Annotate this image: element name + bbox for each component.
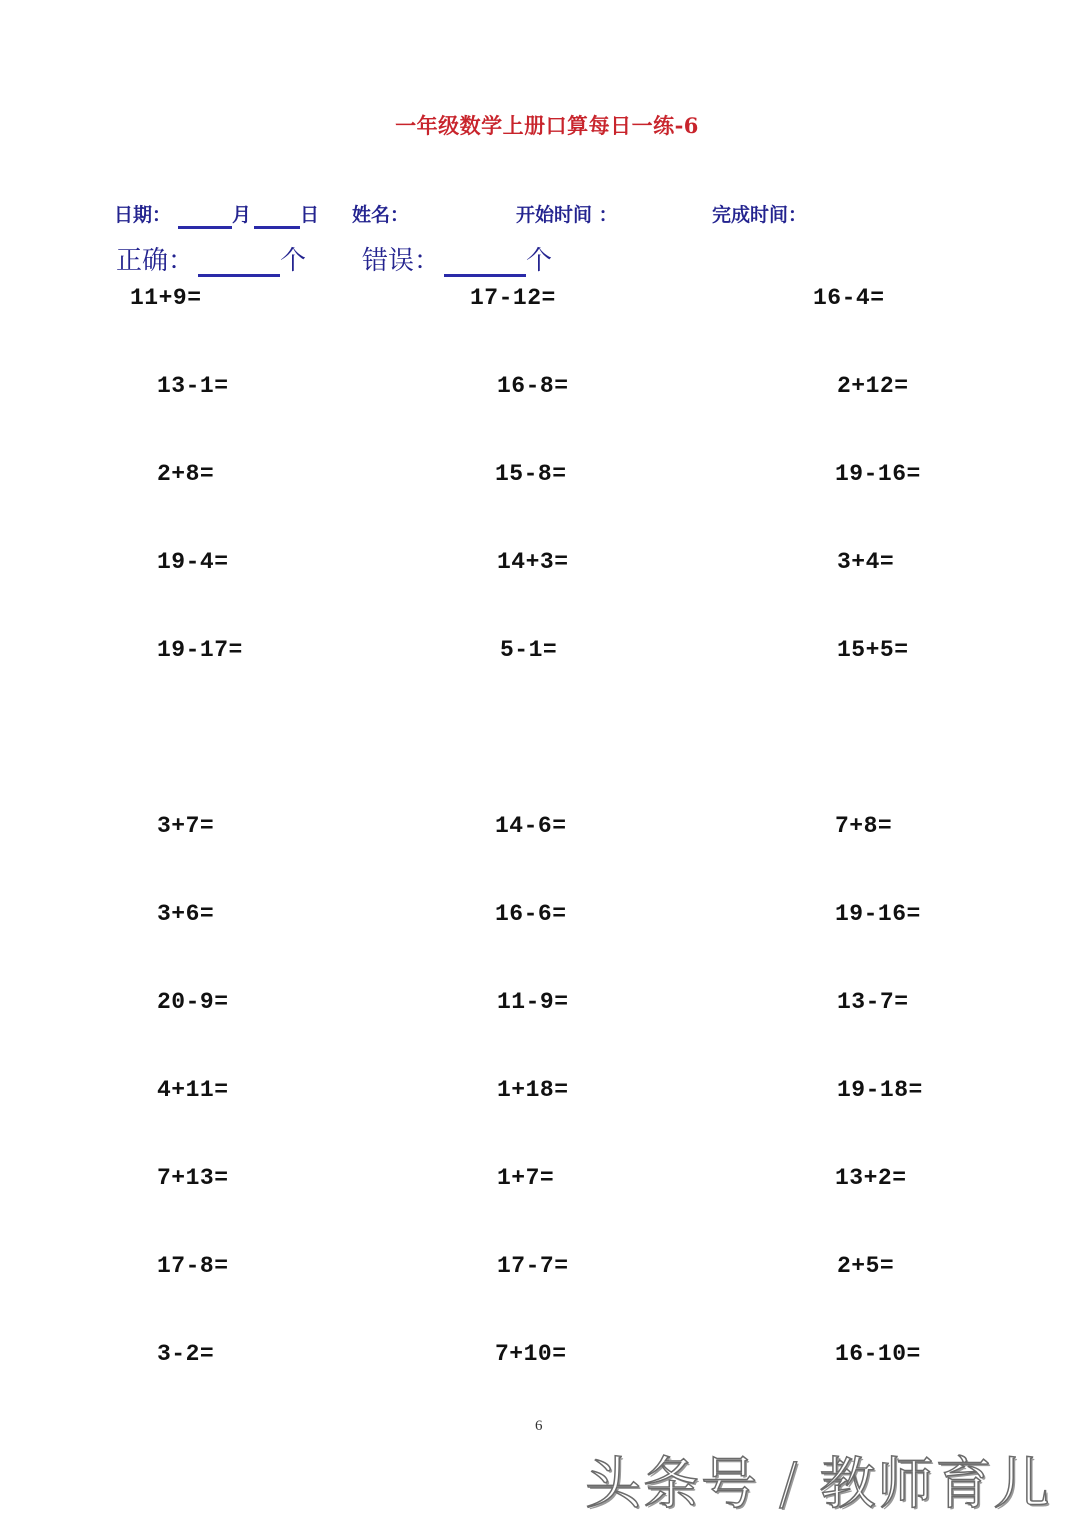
problem: 2+12= <box>837 373 909 399</box>
problem: 16-10= <box>835 1341 921 1367</box>
problem: 16-4= <box>813 285 885 311</box>
problem: 3+4= <box>837 549 895 575</box>
problem: 15+5= <box>837 637 909 663</box>
page-number: 6 <box>535 1418 543 1434</box>
correct-count-blank[interactable] <box>198 244 280 277</box>
correct-label: 正确： <box>116 246 195 276</box>
problem: 2+5= <box>837 1253 895 1279</box>
month-blank[interactable] <box>178 204 232 229</box>
problem: 13+2= <box>835 1165 907 1191</box>
month-label: 月 <box>232 204 252 226</box>
problem: 1+18= <box>497 1077 569 1103</box>
problem: 11-9= <box>497 989 569 1015</box>
problem: 19-4= <box>157 549 229 575</box>
watermark: 头条号 / 教师育儿 <box>585 1452 1052 1517</box>
problem: 15-8= <box>495 461 567 487</box>
problem: 2+8= <box>157 461 215 487</box>
problem: 19-16= <box>835 901 921 927</box>
problem: 5-1= <box>500 637 558 663</box>
wrong-unit: 个 <box>526 246 553 276</box>
day-blank[interactable] <box>254 204 300 229</box>
wrong-label: 错误： <box>362 246 441 276</box>
date-label: 日期： <box>114 204 172 226</box>
problem: 3-2= <box>157 1341 215 1367</box>
problem: 20-9= <box>157 989 229 1015</box>
worksheet-title: 一年级数学上册口算每日一练-6 <box>395 113 699 138</box>
problem: 7+8= <box>835 813 893 839</box>
problem: 17-12= <box>470 285 556 311</box>
day-label: 日 <box>300 204 320 226</box>
problem: 19-16= <box>835 461 921 487</box>
start-time-label: 开始时间 ： <box>516 204 618 226</box>
problem: 4+11= <box>157 1077 229 1103</box>
name-label: 姓名： <box>352 204 410 226</box>
problem: 19-18= <box>837 1077 923 1103</box>
problem: 17-7= <box>497 1253 569 1279</box>
problem: 16-8= <box>497 373 569 399</box>
problem: 19-17= <box>157 637 243 663</box>
problem: 3+7= <box>157 813 215 839</box>
wrong-count-blank[interactable] <box>444 244 526 277</box>
problem: 14-6= <box>495 813 567 839</box>
problem: 11+9= <box>130 285 202 311</box>
correct-unit: 个 <box>280 246 307 276</box>
problem: 17-8= <box>157 1253 229 1279</box>
problem: 14+3= <box>497 549 569 575</box>
problem: 7+10= <box>495 1341 567 1367</box>
problem: 16-6= <box>495 901 567 927</box>
problem: 3+6= <box>157 901 215 927</box>
problem: 13-7= <box>837 989 909 1015</box>
end-time-label: 完成时间： <box>712 204 808 226</box>
problem: 13-1= <box>157 373 229 399</box>
problem: 7+13= <box>157 1165 229 1191</box>
problem: 1+7= <box>497 1165 555 1191</box>
